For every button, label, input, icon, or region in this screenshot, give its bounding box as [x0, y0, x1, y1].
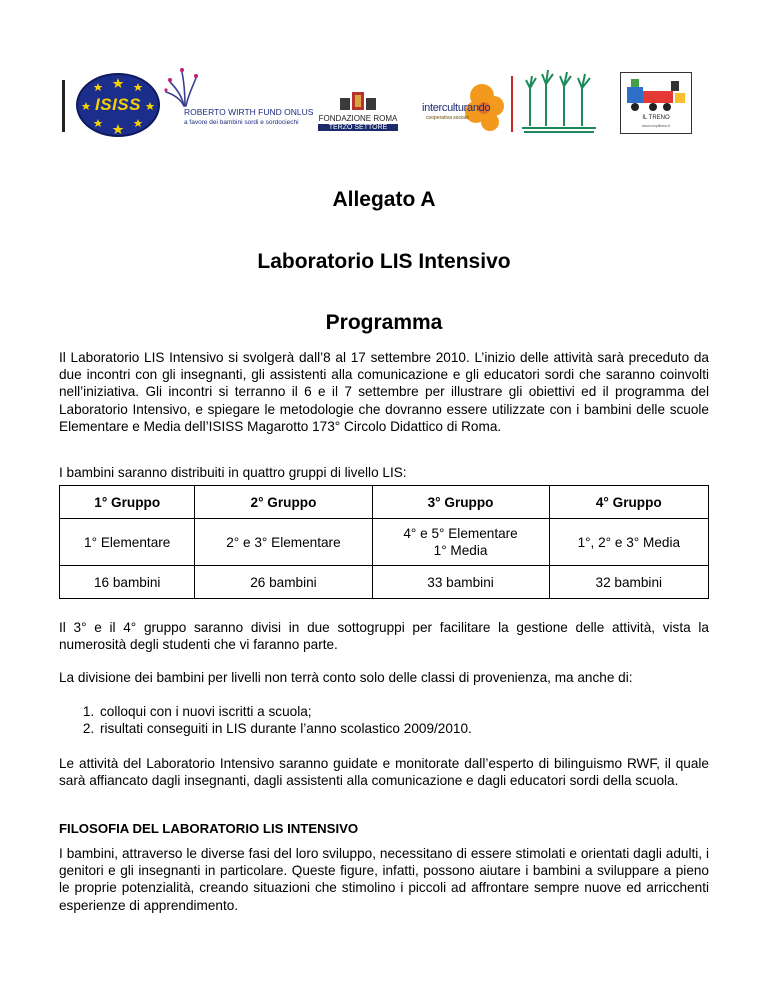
- table-cell: 26 bambini: [195, 566, 372, 599]
- table-header: 1° Gruppo: [60, 486, 195, 519]
- title-allegato: Allegato A: [332, 188, 436, 211]
- divider: [62, 80, 65, 132]
- table-cell: 33 bambini: [372, 566, 549, 599]
- table-cell: [372, 519, 549, 566]
- il-treno-logo: [620, 72, 692, 134]
- section-heading: FILOSOFIA DEL LABORATORIO LIS INTENSIVO: [59, 821, 359, 836]
- table-cell: 16 bambini: [60, 566, 195, 599]
- list-item: 2. risultati conseguiti in LIS durante l’anno scolastico 2009/2010.: [98, 720, 472, 737]
- table-header: 2° Gruppo: [195, 486, 372, 519]
- subgroups-paragraph: Il 3° e il 4° gruppo saranno divisi in due sottogruppi per facilitare la gestione delle attività, vista la numerosità degli studenti che vi faranno parte.: [59, 620, 709, 653]
- table-header: 4° Gruppo: [549, 486, 708, 519]
- hands-columns-logo: [520, 66, 600, 134]
- divider: [511, 76, 513, 132]
- table-cell-line: 1° Media: [433, 543, 488, 558]
- criteria-list: [75, 703, 472, 737]
- plant-icon: [162, 66, 202, 108]
- il-treno-name: IL TRENO: [642, 115, 670, 121]
- intro-paragraph: Il Laboratorio LIS Intensivo si svolgerà dall’8 al 17 settembre 2010. L’inizio delle attività sarà preceduto da due incontri con gli insegnanti, gli assistenti alla comunicazione e gli educatori sordi che saranno coinvolti nell’iniziativa. Gli incontri si terranno il 6 e il 7 settembre per illustrare gli obiettivi ed il programma del Laboratorio Intensivo, e spiegare le metodologie che dovranno essere utilizzate con i bambini delle scuole Elementare e Media dell’ISISS Magarotto 173° Circolo Didattico di Roma.: [59, 350, 709, 434]
- interculturando-name: interculturando: [422, 102, 491, 114]
- activities-paragraph: Le attività del Laboratorio Intensivo saranno guidate e monitorate dall’esperto di bilinguismo RWF, il quale sarà affiancato dagli insegnanti, dagli assistenti alla comunicazione e dagli educatori sordi della scuola.: [59, 756, 709, 789]
- table-header-row: [60, 486, 709, 519]
- table-cell: 1°, 2° e 3° Media: [549, 519, 708, 566]
- rwf-name: ROBERTO WIRTH FUND ONLUS: [184, 107, 314, 117]
- list-item: 1. colloqui con i nuovi iscritti a scuola;: [98, 703, 472, 720]
- logo-bar: [0, 0, 768, 140]
- table-cell: 32 bambini: [549, 566, 708, 599]
- train-icon: [621, 73, 691, 115]
- roberto-wirth-fund-logo: [162, 66, 314, 138]
- fondazione-line1: FONDAZIONE ROMA: [318, 114, 398, 123]
- isiss-logo-text: ISISS: [95, 95, 141, 114]
- table-row: [60, 519, 709, 566]
- table-cell: 2° e 3° Elementare: [195, 519, 372, 566]
- groups-intro: I bambini saranno distribuiti in quattro gruppi di livello LIS:: [59, 465, 407, 480]
- table-cell: 1° Elementare: [60, 519, 195, 566]
- crest-icon: [304, 90, 412, 114]
- groups-table: [59, 485, 709, 599]
- interculturando-logo: [420, 82, 506, 134]
- philosophy-paragraph: I bambini, attraverso le diverse fasi del loro sviluppo, necessitano di essere stimolati e orientati dagli adulti, i genitori e gli insegnanti in particolare. Queste figure, infatti, possono aiutare i bambini a sviluppare a pieno le proprie potenzialità, creando situazioni che stimolino i piccoli ad affrontare sempre nuove ed arricchenti esperienze di apprendimento.: [59, 846, 709, 913]
- table-cell-line: 4° e 5° Elementare: [403, 526, 518, 541]
- interculturando-tag: cooperativa sociale: [426, 115, 469, 121]
- isiss-logo: [76, 73, 160, 137]
- title-programma: Programma: [325, 311, 443, 334]
- table-row: [60, 566, 709, 599]
- il-treno-url: www.coopiltreno.it: [641, 124, 671, 128]
- table-header: 3° Gruppo: [372, 486, 549, 519]
- fondazione-roma-logo: [304, 90, 412, 136]
- fondazione-line2: TERZO SETTORE: [318, 124, 398, 131]
- rwf-tagline: a favore dei bambini sordi e sordociechi: [184, 119, 299, 126]
- title-laboratorio: Laboratorio LIS Intensivo: [257, 250, 511, 273]
- division-paragraph: La divisione dei bambini per livelli non terrà conto solo delle classi di provenienza, ma anche di:: [59, 670, 633, 685]
- hands-columns-icon: [520, 66, 600, 134]
